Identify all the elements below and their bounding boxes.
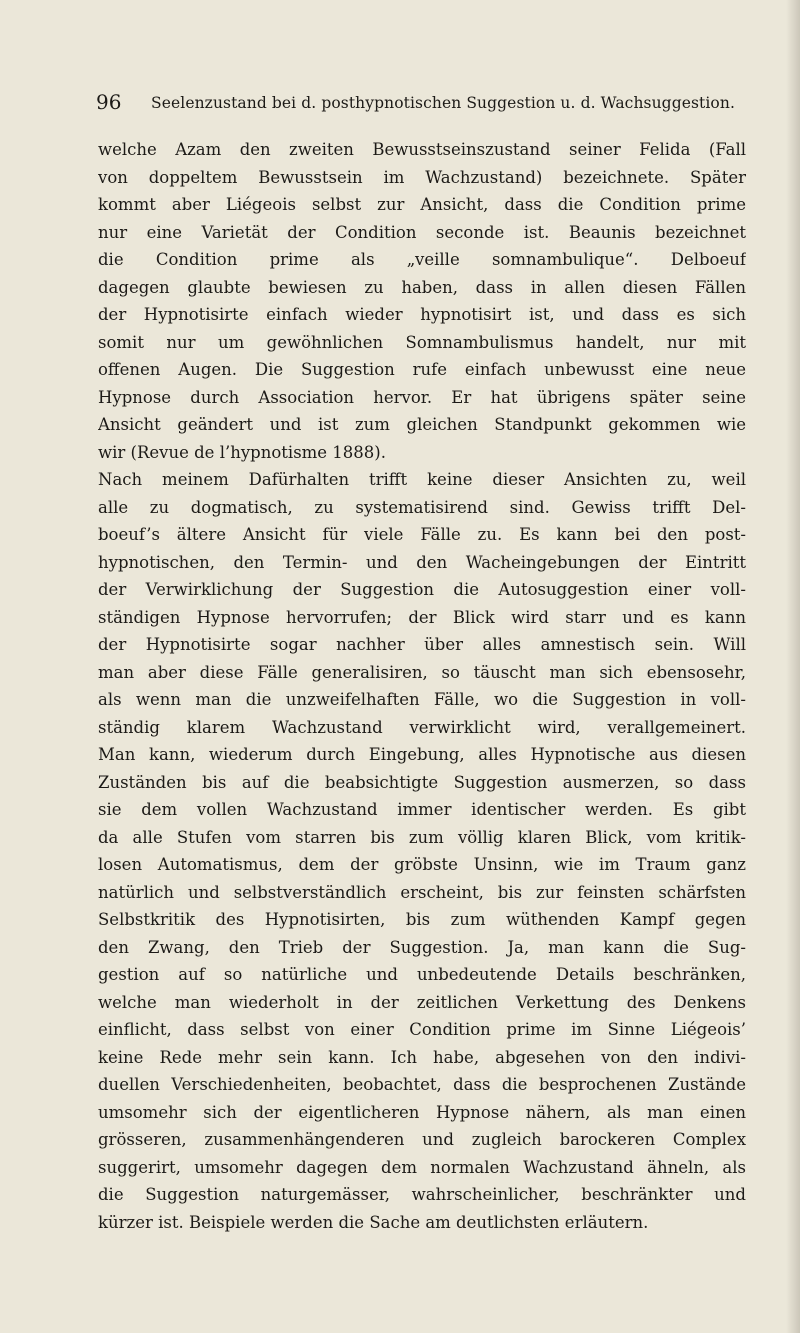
text-line: Man kann, wiederum durch Eingebung, alles Hypnotische aus diesen bbox=[98, 745, 746, 764]
text-line: welche Azam den zweiten Bewusstseinszustand seiner Felida (Fall bbox=[98, 140, 746, 159]
text-line: somit nur um gewöhnlichen Somnambulismus handelt, nur mit bbox=[98, 332, 746, 352]
text-line: man aber diese Fälle generalisiren, so täuscht man sich ebensosehr, bbox=[98, 662, 746, 682]
text-line: nur eine Varietät der Condition seconde ist. Beaunis bezeichnet bbox=[98, 222, 746, 242]
text-line: einflicht, dass selbst von einer Condition prime im Sinne Liégeois’ bbox=[98, 1020, 746, 1039]
text-line: die Condition prime als „veille somnambulique“. Delboeuf bbox=[98, 250, 746, 269]
text-line: natürlich und selbstverständlich erscheint, bis zur feinsten schärfsten bbox=[98, 882, 746, 902]
text-line: der Hypnotisirte sogar nachher über alles amnestisch sein. Will bbox=[98, 635, 746, 654]
text-line: Selbstkritik des Hypnotisirten, bis zum wüthenden Kampf gegen bbox=[98, 910, 746, 929]
text-line: duellen Verschiedenheiten, beobachtet, dass die besprochenen Zustände bbox=[98, 1075, 746, 1094]
text-line: grösseren, zusammenhängenderen und zugleich barockeren Complex bbox=[98, 1130, 746, 1149]
text-line: umsomehr sich der eigentlicheren Hypnose nähern, als man einen bbox=[98, 1102, 746, 1122]
body-text bbox=[98, 136, 746, 1236]
text-line: keine Rede mehr sein kann. Ich habe, abgesehen von den indivi- bbox=[98, 1047, 746, 1067]
text-line: sie dem vollen Wachzustand immer identischer werden. Es gibt bbox=[98, 800, 746, 819]
text-line: gestion auf so natürliche und unbedeutende Details beschränken, bbox=[98, 965, 746, 984]
page-header bbox=[96, 88, 746, 116]
text-line: als wenn man die unzweifelhaften Fälle, wo die Suggestion in voll- bbox=[98, 690, 746, 709]
text-line: der Hypnotisirte einfach wieder hypnotisirt ist, und dass es sich bbox=[98, 305, 746, 324]
text-line: kürzer ist. Beispiele werden die Sache am deutlichsten erläutern. bbox=[98, 1212, 649, 1232]
text-line: Nach meinem Dafürhalten trifft keine dieser Ansichten zu, weil bbox=[98, 470, 746, 489]
page-number: 96 bbox=[96, 90, 122, 114]
text-line: von doppeltem Bewusstsein im Wachzustand) bezeichnete. Später bbox=[98, 167, 746, 187]
running-head: Seelenzustand bei d. posthypnotischen Suggestion u. d. Wachsuggestion. bbox=[151, 94, 735, 112]
text-line: boeuf’s ältere Ansicht für viele Fälle zu. Es kann bei den post- bbox=[98, 525, 746, 544]
text-line: hypnotischen, den Termin- und den Wacheingebungen der Eintritt bbox=[98, 552, 746, 572]
text-line: kommt aber Liégeois selbst zur Ansicht, dass die Condition prime bbox=[98, 195, 746, 214]
text-line: Zuständen bis auf die beabsichtigte Suggestion ausmerzen, so dass bbox=[98, 772, 746, 792]
text-line: da alle Stufen vom starren bis zum völlig klaren Blick, vom kritik- bbox=[98, 827, 746, 847]
text-line: der Verwirklichung der Suggestion die Autosuggestion einer voll- bbox=[98, 580, 746, 599]
text-line: ständig klarem Wachzustand verwirklicht wird, verallgemeinert. bbox=[98, 717, 746, 737]
text-line: alle zu dogmatisch, zu systematisirend sind. Gewiss trifft Del- bbox=[98, 497, 746, 517]
page-edge-shadow bbox=[786, 0, 800, 1333]
text-line: losen Automatismus, dem der gröbste Unsinn, wie im Traum ganz bbox=[98, 855, 746, 874]
text-line: dagegen glaubte bewiesen zu haben, dass in allen diesen Fällen bbox=[98, 277, 746, 297]
text-line: welche man wiederholt in der zeitlichen Verkettung des Denkens bbox=[98, 992, 746, 1012]
text-line: ständigen Hypnose hervorrufen; der Blick wird starr und es kann bbox=[98, 607, 746, 627]
text-line: Hypnose durch Association hervor. Er hat übrigens später seine bbox=[98, 387, 746, 407]
text-line: offenen Augen. Die Suggestion rufe einfach unbewusst eine neue bbox=[98, 360, 746, 379]
text-line: suggerirt, umsomehr dagegen dem normalen Wachzustand ähneln, als bbox=[98, 1157, 746, 1177]
text-line: wir (Revue de l’hypnotisme 1888). bbox=[98, 442, 386, 462]
text-line: den Zwang, den Trieb der Suggestion. Ja, man kann die Sug- bbox=[98, 937, 746, 957]
text-line: Ansicht geändert und ist zum gleichen Standpunkt gekommen wie bbox=[98, 415, 746, 434]
text-line: die Suggestion naturgemässer, wahrscheinlicher, beschränkter und bbox=[98, 1185, 746, 1204]
